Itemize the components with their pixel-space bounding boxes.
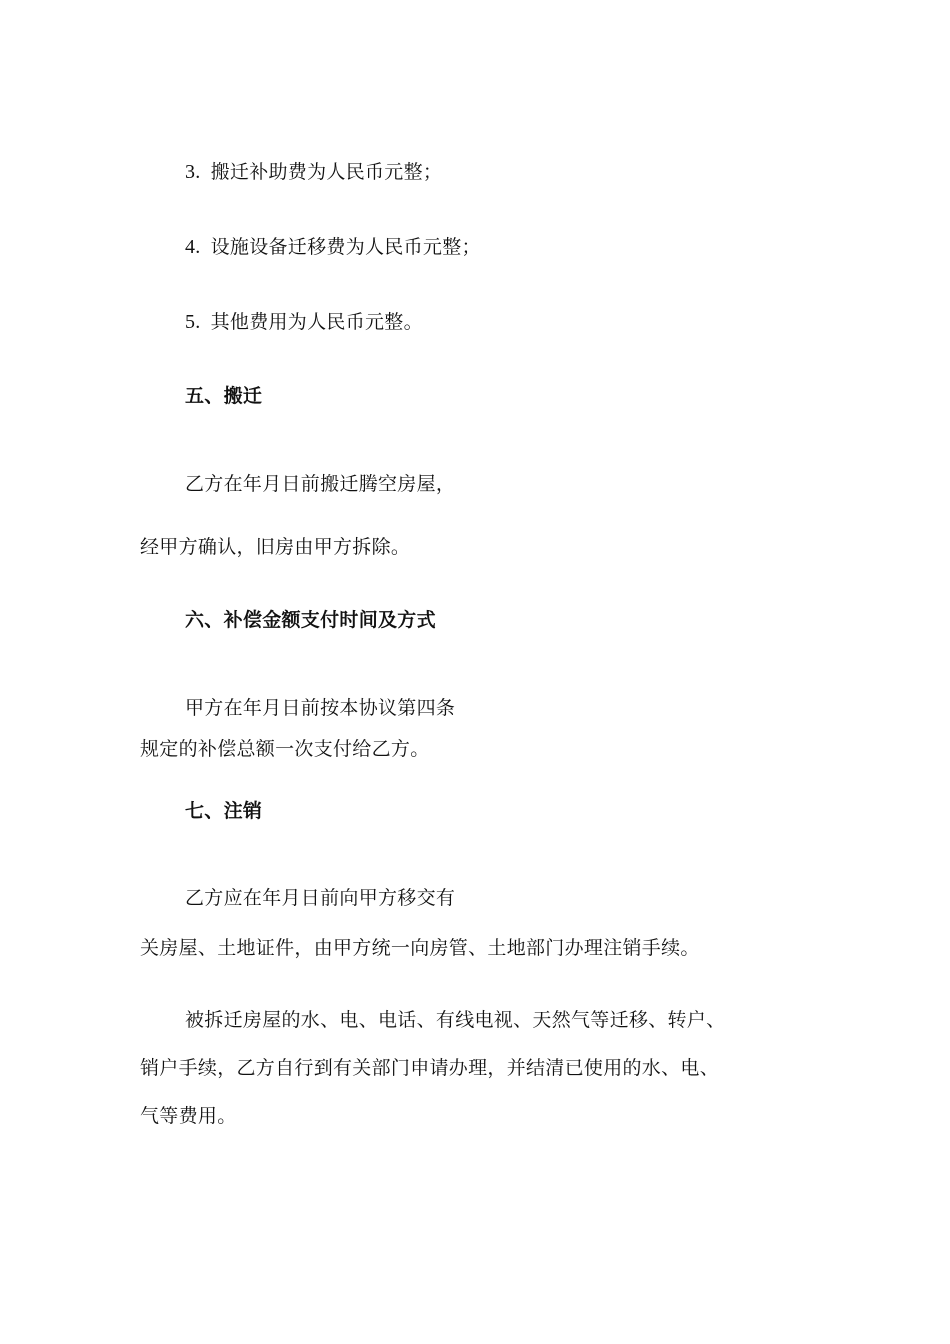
- paragraph-line: 经甲方确认，旧房由甲方拆除。: [140, 536, 411, 558]
- paragraph-line: 甲方在年月日前按本协议第四条: [185, 697, 456, 719]
- paragraph-line: 乙方应在年月日前向甲方移交有: [185, 887, 456, 909]
- list-item-number: 3.: [185, 161, 201, 183]
- section-heading-relocation: 五、搬迁: [185, 385, 263, 407]
- list-item-text: 其他费用为人民币元整。: [210, 311, 423, 333]
- list-item-number: 4.: [185, 236, 201, 258]
- paragraph-line: 销户手续，乙方自行到有关部门申请办理，并结清已使用的水、电、: [140, 1057, 720, 1079]
- section-heading-cancellation: 七、注销: [185, 800, 263, 822]
- list-item-3: [185, 160, 442, 184]
- list-item-5: [185, 310, 423, 334]
- section-heading-payment: 六、补偿金额支付时间及方式: [185, 609, 436, 631]
- list-item-text: 搬迁补助费为人民币元整；: [210, 161, 443, 183]
- list-item-number: 5.: [185, 311, 201, 333]
- paragraph-line: 被拆迁房屋的水、电、电话、有线电视、天然气等迁移、转户、: [185, 1009, 726, 1031]
- list-item-4: [185, 235, 481, 259]
- paragraph-line: 规定的补偿总额一次支付给乙方。: [140, 738, 430, 760]
- paragraph-line: 关房屋、土地证件，由甲方统一向房管、土地部门办理注销手续。: [140, 937, 700, 959]
- paragraph-line: 乙方在年月日前搬迁腾空房屋，: [185, 473, 456, 495]
- list-item-text: 设施设备迁移费为人民币元整；: [210, 236, 481, 258]
- paragraph-line: 气等费用。: [140, 1105, 237, 1127]
